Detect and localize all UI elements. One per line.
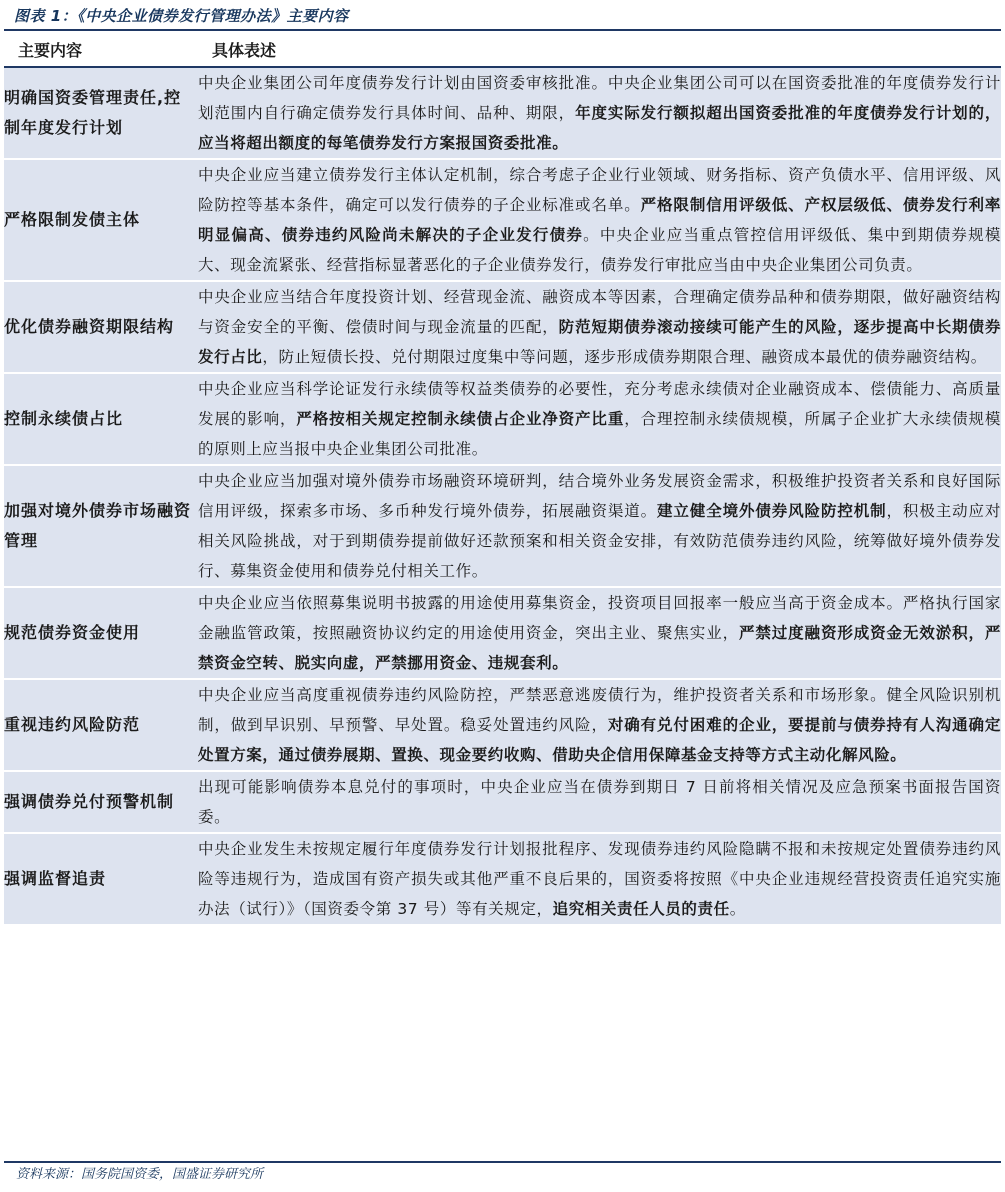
description-text: 中央企业集团公司年度债券发行计划由国资委审核批准。中央企业集团公司可以在国资委批准的年度债券发行计划范围内自行确定债券发行具体时间、品种、期限， xyxy=(198,74,1001,122)
table-row xyxy=(4,373,1001,465)
emphasis-text: 追究相关责任人员的责任 xyxy=(552,900,730,918)
top-rule xyxy=(4,29,1001,31)
description-text: ，合理控制永续债规模，所属子企业扩大永续债规模的原则上应当报中央企业集团公司批准。 xyxy=(198,410,1001,458)
row-description xyxy=(198,587,1001,679)
description-text: 中央企业应当依照募集说明书披露的用途使用募集资金，投资项目回报率一般应当高于资金成本。严格执行国家金融监管政策，按照融资协议约定的用途使用资金，突出主业、聚焦实业， xyxy=(198,594,1001,642)
row-category: 加强对境外债券市场融资管理 xyxy=(4,465,198,587)
emphasis-text: 对确有兑付困难的企业，要提前与债券持有人沟通确定处置方案，通过债券展期、置换、现金要约收购、借助央企信用保障基金支持等方式主动化解风险。 xyxy=(198,716,1001,764)
table-row xyxy=(4,465,1001,587)
description-text: 中央企业应当高度重视债券违约风险防控，严禁恶意逃废债行为，维护投资者关系和市场形象。健全风险识别机制，做到早识别、早预警、早处置。稳妥处置违约风险， xyxy=(198,686,1001,734)
bottom-rule xyxy=(4,1161,1001,1163)
row-category: 强调债券兑付预警机制 xyxy=(4,771,198,833)
header-description: 具体表述 xyxy=(198,32,1001,67)
row-description xyxy=(198,679,1001,771)
row-category: 明确国资委管理责任,控制年度发行计划 xyxy=(4,67,198,159)
row-category: 控制永续债占比 xyxy=(4,373,198,465)
row-description xyxy=(198,67,1001,159)
table-row xyxy=(4,833,1001,925)
row-category: 规范债券资金使用 xyxy=(4,587,198,679)
row-category: 重视违约风险防范 xyxy=(4,679,198,771)
emphasis-text: 严禁过度融资形成资金无效淤积，严禁资金空转、脱实向虚，严禁挪用资金、违规套利。 xyxy=(198,624,1001,672)
row-description xyxy=(198,465,1001,587)
description-text: 中央企业应当科学论证发行永续债等权益类债券的必要性，充分考虑永续债对企业融资成本、偿债能力、高质量发展的影响， xyxy=(198,380,1001,428)
row-description xyxy=(198,373,1001,465)
row-category: 强调监督追责 xyxy=(4,833,198,925)
source-note: 资料来源：国务院国资委，国盛证券研究所 xyxy=(16,1167,264,1182)
row-description xyxy=(198,771,1001,833)
emphasis-text: 严格限制信用评级低、产权层级低、债券发行利率明显偏高、债券违约风险尚未解决的子企业发行债券 xyxy=(198,196,1002,244)
row-description xyxy=(198,833,1001,925)
header-main-content: 主要内容 xyxy=(4,32,198,67)
table-row xyxy=(4,159,1001,281)
figure-title: 图表 1：《中央企业债券发行管理办法》主要内容 xyxy=(14,7,349,25)
row-description xyxy=(198,281,1001,373)
table-row xyxy=(4,587,1001,679)
description-text: 中央企业应当结合年度投资计划、经营现金流、融资成本等因素，合理确定债券品种和债券期限，做好融资结构与资金安全的平衡、偿债时间与现金流量的匹配， xyxy=(198,288,1001,336)
description-text: ，积极主动应对相关风险挑战，对于到期债券提前做好还款预案和相关资金安排，有效防范债券违约风险，统筹做好境外债券发行、募集资金使用和债券兑付相关工作。 xyxy=(198,502,1001,580)
emphasis-text: 年度实际发行额拟超出国资委批准的年度债券发行计划的，应当将超出额度的每笔债券发行方案报国资委批准。 xyxy=(198,104,1001,152)
description-text: 中央企业应当加强对境外债券市场融资环境研判，结合境外业务发展资金需求，积极维护投资者关系和良好国际信用评级，探索多市场、多币种发行境外债券，拓展融资渠道。 xyxy=(198,472,1001,520)
row-category: 严格限制发债主体 xyxy=(4,159,198,281)
table-row xyxy=(4,771,1001,833)
description-text: ，防止短债长投、兑付期限过度集中等问题，逐步形成债券期限合理、融资成本最优的债券融资结构。 xyxy=(262,348,987,366)
table-row xyxy=(4,67,1001,159)
table-row xyxy=(4,281,1001,373)
description-text: 。中央企业应当重点管控信用评级低、集中到期债券规模大、现金流紧张、经营指标显著恶化的子企业债券发行，债券发行审批应当由中央企业集团公司负责。 xyxy=(198,226,1001,274)
content-table xyxy=(4,32,1001,926)
description-text: 中央企业应当建立债券发行主体认定机制，综合考虑子企业行业领域、财务指标、资产负债水平、信用评级、风险防控等基本条件，确定可以发行债券的子企业标准或名单。 xyxy=(198,166,1001,214)
emphasis-text: 防范短期债券滚动接续可能产生的风险，逐步提高中长期债券发行占比 xyxy=(198,318,1002,366)
table-row xyxy=(4,679,1001,771)
description-text: 中央企业发生未按规定履行年度债券发行计划报批程序、发现债券违约风险隐瞒不报和未按规定处置债券违约风险等违规行为，造成国有资产损失或其他严重不良后果的，国资委将按照《中央企业违规经营投资责任追究实施办法（试行）》（国资委令第 37 号）等有关规定， xyxy=(198,840,1001,918)
row-description xyxy=(198,159,1001,281)
emphasis-text: 建立健全境外债券风险防控机制 xyxy=(657,502,887,520)
description-text: 出现可能影响债券本息兑付的事项时，中央企业应当在债券到期日 7 日前将相关情况及应急预案书面报告国资委。 xyxy=(198,778,1001,826)
table-header-row xyxy=(4,32,1001,67)
row-category: 优化债券融资期限结构 xyxy=(4,281,198,373)
emphasis-text: 严格按相关规定控制永续债占企业净资产比重 xyxy=(296,410,625,428)
description-text: 。 xyxy=(729,900,746,918)
